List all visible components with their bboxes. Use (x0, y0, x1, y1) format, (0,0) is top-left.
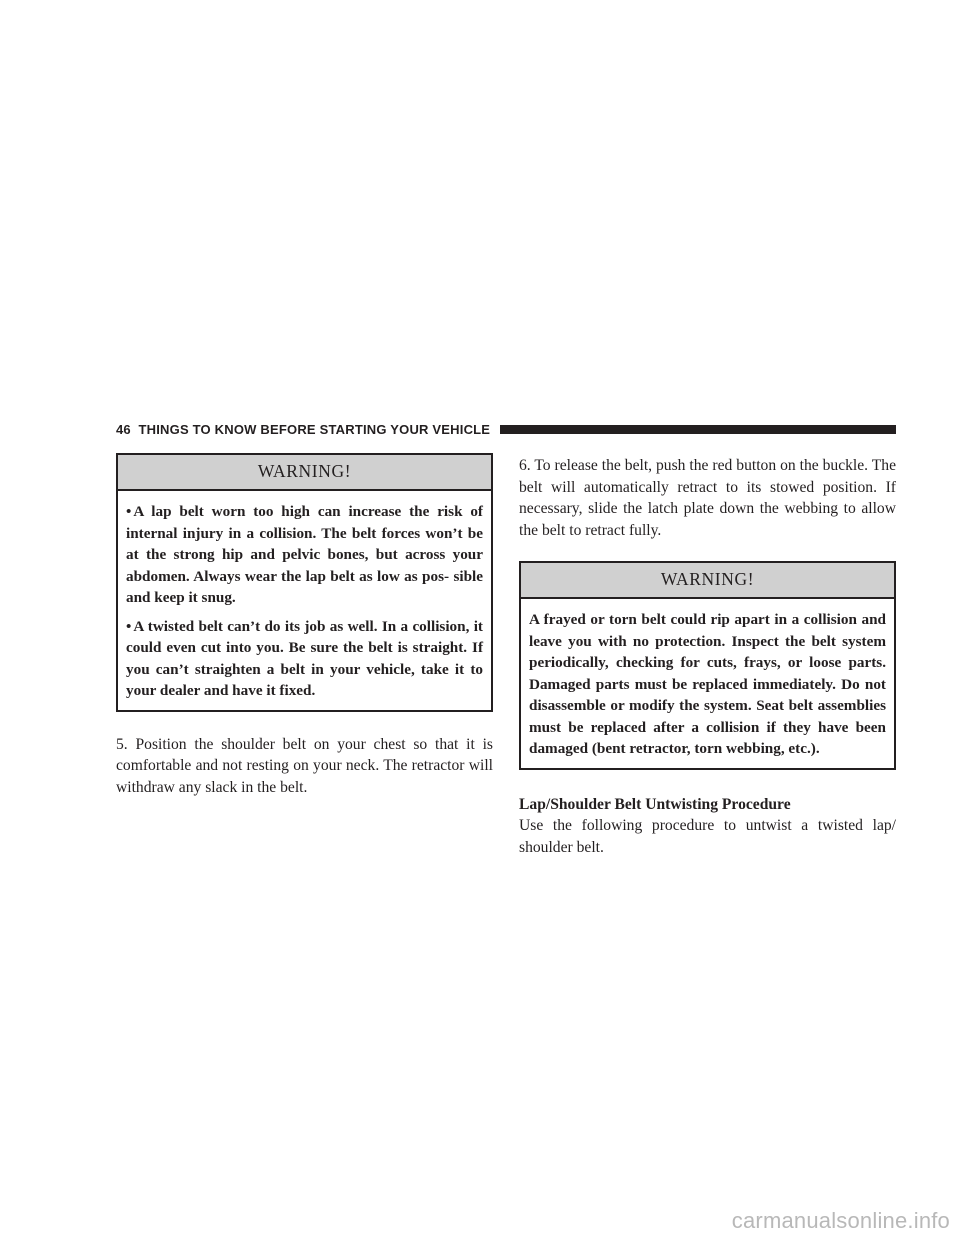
lap-belt-warning-box (116, 453, 493, 712)
watermark: carmanualsonline.info (731, 1208, 950, 1233)
section-subheading: Lap/Shoulder Belt Untwisting Procedure (519, 795, 791, 813)
step-6-paragraph: 6. To release the belt, push the red button on the buckle. The belt will automatically retract to its stowed position. If necessary, slide the latch plate down the webbing to allow the belt to retract fully. (519, 457, 896, 539)
step-5-paragraph: 5. Position the shoulder belt on your chest so that it is comfortable and not resting on your neck. The retractor will withdraw any slack in the belt. (116, 735, 493, 796)
procedure-intro-paragraph: Use the following procedure to untwist a twisted lap/ shoulder belt. (519, 817, 896, 856)
left-column (116, 453, 493, 798)
warning-title: WARNING! (521, 563, 894, 599)
page-header (116, 419, 896, 439)
warning-item (126, 501, 483, 609)
warning-body (521, 599, 894, 768)
warning-title: WARNING! (118, 455, 491, 491)
page-number: 46 (116, 421, 131, 437)
frayed-belt-warning-box (519, 561, 896, 770)
page-header-text (116, 422, 490, 437)
warning-body (118, 491, 491, 710)
right-column (519, 455, 896, 858)
bullet-icon: • (126, 617, 132, 635)
chapter-title: THINGS TO KNOW BEFORE STARTING YOUR VEHICLE (138, 421, 491, 437)
bullet-icon: • (126, 503, 132, 520)
warning-item-text: A twisted belt can’t do its job as well. In a collision, it could even cut into you. Be sure the belt is straight. If you can’t straighten a belt in your vehicle, take it to your dealer and have it fixed. (126, 617, 483, 699)
warning-item-text: A lap belt worn too high can increase the risk of internal injury in a collision. The belt forces won’t be at the strong hip and pelvic bones, but across your abdomen. Always wear the lap belt as low as pos- sible and keep it snug. (126, 503, 483, 606)
header-rule (500, 425, 896, 434)
warning-item (126, 616, 483, 702)
warning-text: A frayed or torn belt could rip apart in a collision and leave you with no protection. Inspect the belt system periodically, checking for cuts, frays, or loose parts. Damaged parts must be replaced immediately. Do not disassemble or modify the system. Seat belt assemblies must be replaced after a collision if they have been damaged (bent retractor, torn webbing, etc.). (529, 611, 886, 757)
